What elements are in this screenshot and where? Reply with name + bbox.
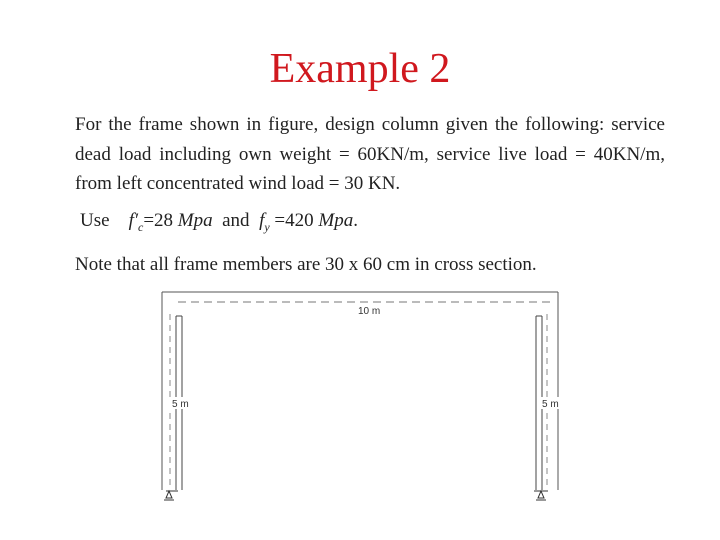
use-line-period: . <box>353 210 358 231</box>
problem-statement: For the frame shown in figure, design column given the following: service dead load including own weight = 60KN/m, service live load = 40KN/m, from left concentrated wind load = 30 KN. <box>75 114 665 194</box>
fc-unit: Mpa <box>177 210 213 231</box>
right-support-icon <box>534 491 548 500</box>
fy-value: =420 <box>274 210 314 231</box>
right-column-height-label: 5 m <box>542 399 559 410</box>
frame-figure <box>160 290 560 510</box>
material-properties-line <box>80 206 480 242</box>
fc-value: =28 <box>143 210 174 231</box>
fc-subscript: c <box>138 219 144 234</box>
left-column-height-label: 5 m <box>172 399 189 410</box>
fy-subscript: y <box>264 219 270 234</box>
beam-span-label: 10 m <box>358 306 381 317</box>
fy-unit: Mpa <box>318 210 354 231</box>
fc-symbol: f′ <box>128 210 138 231</box>
cross-section-note: Note that all frame members are 30 x 60 cm in cross section. <box>75 254 537 275</box>
slide-title: Example 2 <box>269 46 451 92</box>
frame-drawing <box>160 290 560 510</box>
and-word: and <box>222 210 250 231</box>
fy-symbol: f <box>259 210 265 231</box>
left-support-icon <box>164 491 178 500</box>
use-word: Use <box>80 210 110 231</box>
